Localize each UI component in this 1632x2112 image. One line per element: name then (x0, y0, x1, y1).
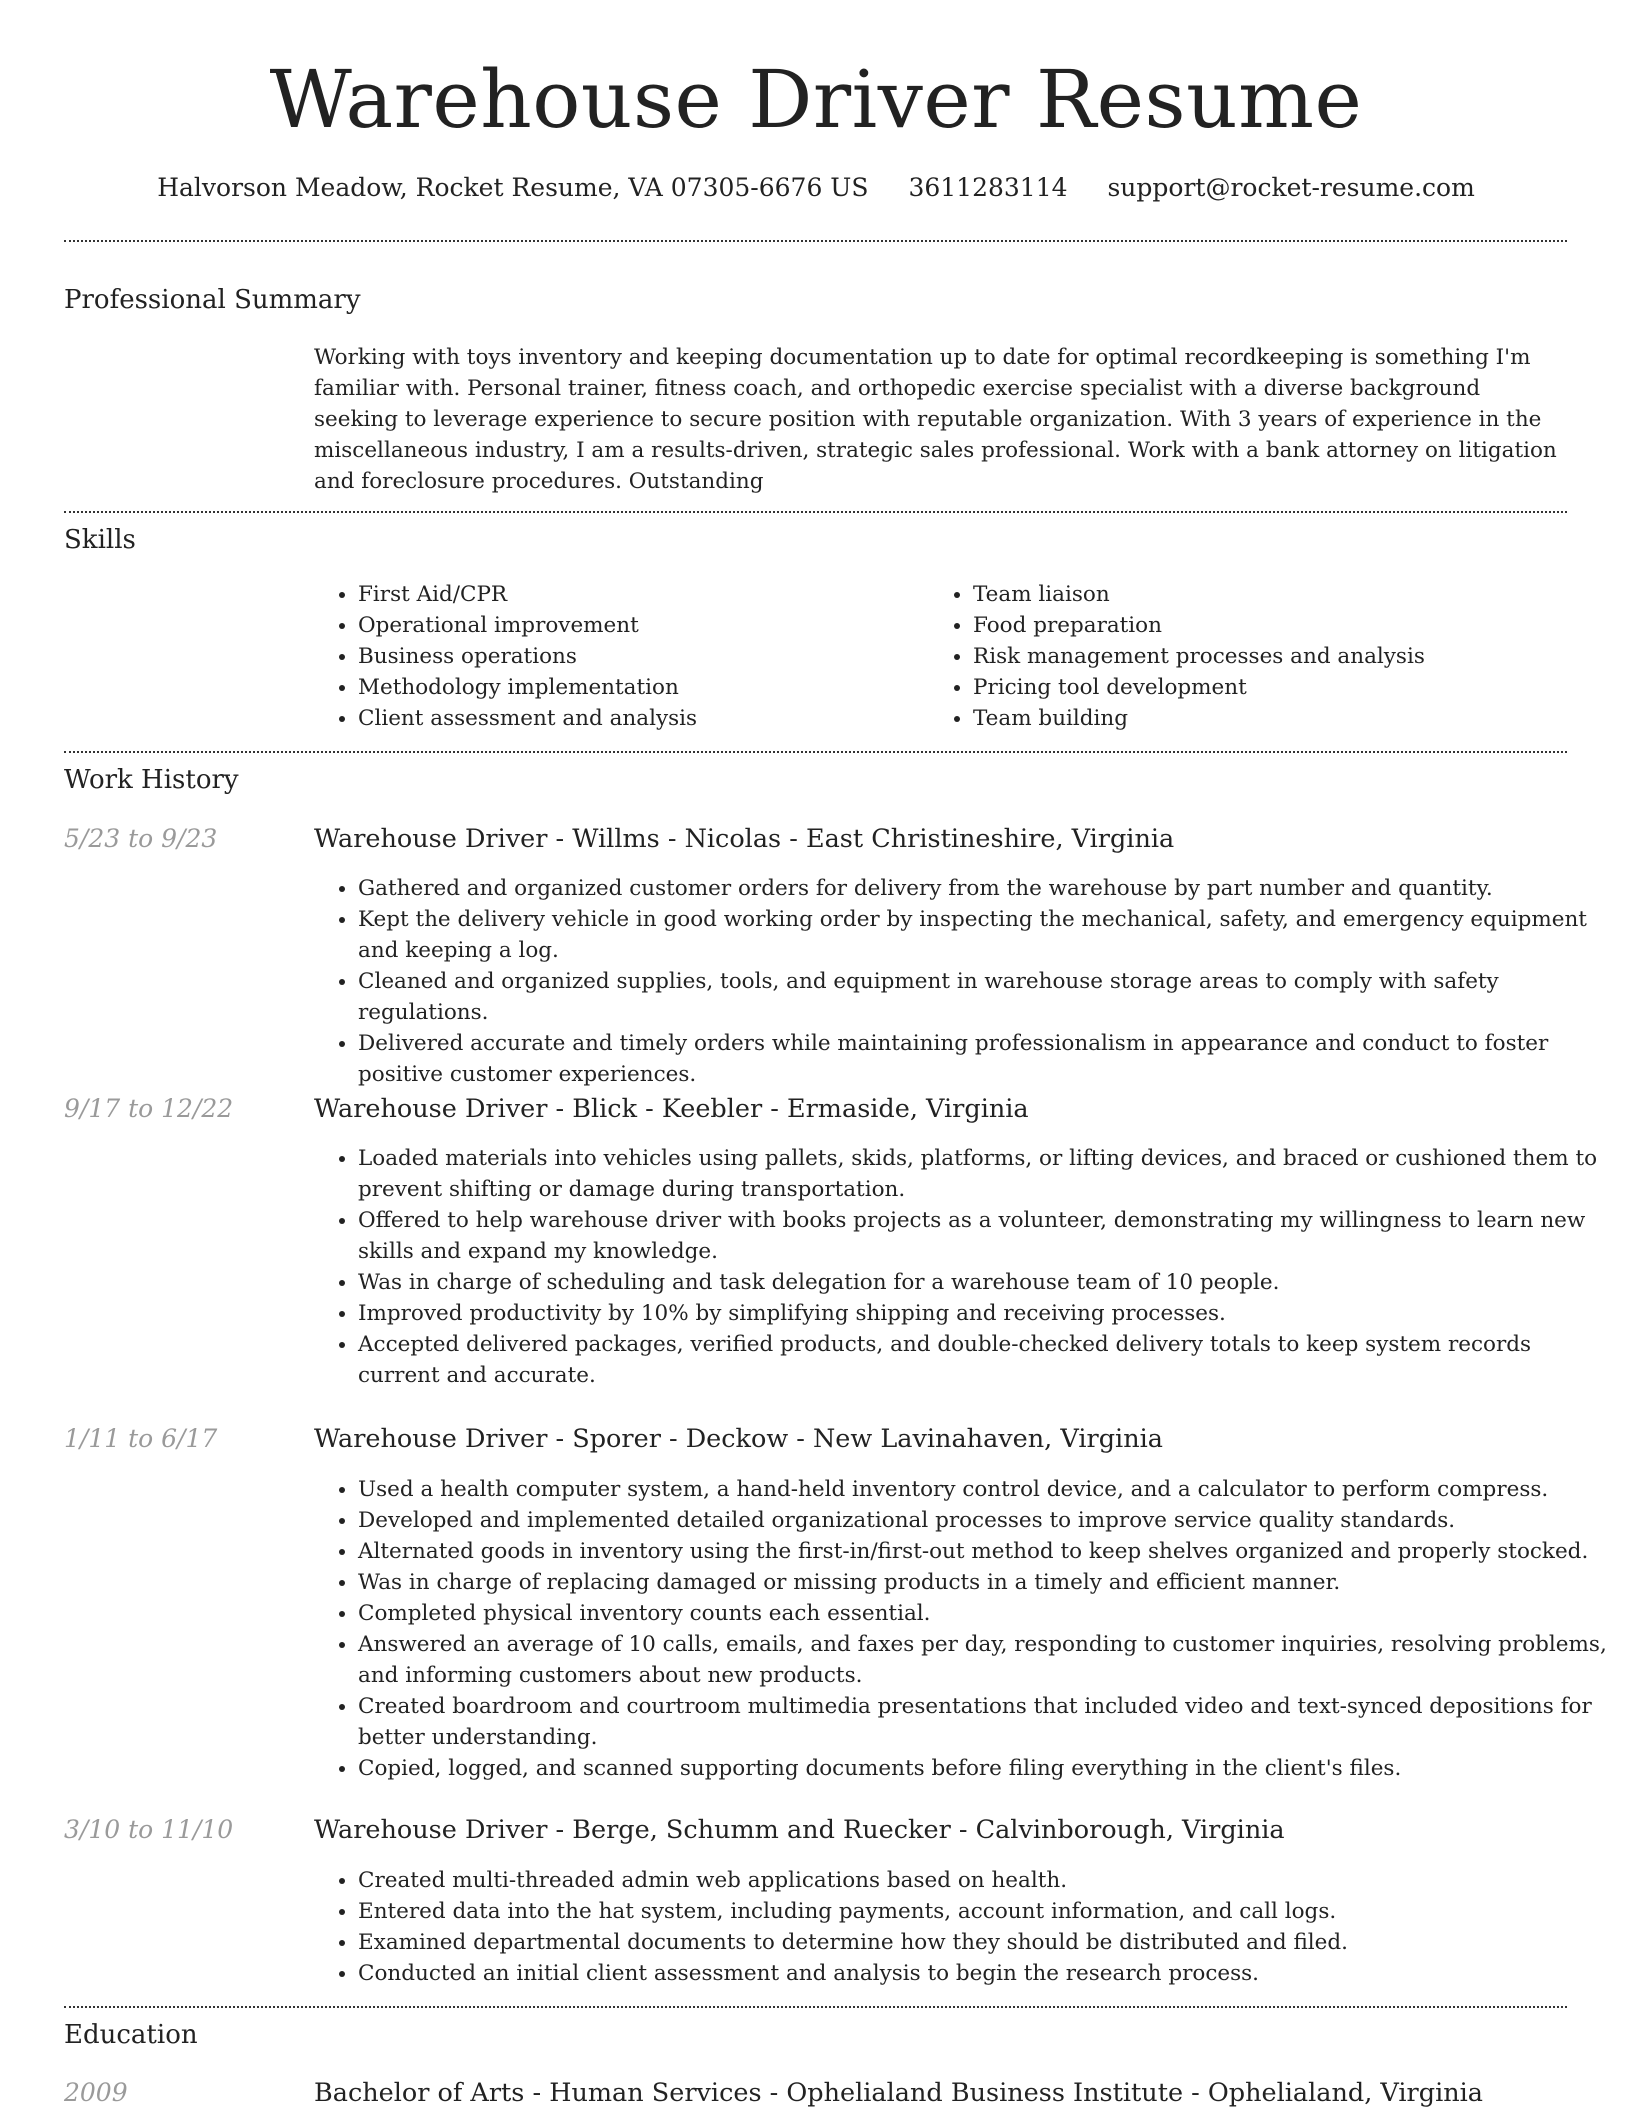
job-bullet: • Loaded materials into vehicles using pallets, skids, platforms, or lifting devices, and braced or cushioned them to prevent shifting or damage during transportation. (358, 1143, 1611, 1205)
job-bullet: • Entered data into the hat system, including payments, account information, and call logs. (358, 1896, 1611, 1927)
skill-item: • Team liaison (973, 579, 1533, 610)
job-title: Warehouse Driver - Willms - Nicolas - East Christineshire, Virginia (314, 824, 1175, 854)
job-bullets (314, 1865, 1611, 1989)
job-bullet: • Offered to help warehouse driver with books projects as a volunteer, demonstrating my willingness to learn new skills and expand my knowledge. (358, 1205, 1611, 1267)
education-heading: Education (64, 2020, 198, 2050)
job-bullet: • Cleaned and organized supplies, tools, and equipment in warehouse storage areas to comply with safety regulations. (358, 966, 1611, 1028)
job-bullet: • Was in charge of scheduling and task delegation for a warehouse team of 10 people. (358, 1267, 1611, 1298)
job-title: Warehouse Driver - Berge, Schumm and Ruecker - Calvinborough, Virginia (314, 1815, 1285, 1845)
job-bullet: • Used a health computer system, a hand-held inventory control device, and a calculator to perform compress. (358, 1474, 1611, 1505)
job-bullet: • Completed physical inventory counts each essential. (358, 1598, 1611, 1629)
job-bullets (314, 1474, 1611, 1784)
job-bullets (314, 1143, 1611, 1391)
contact-line (0, 170, 1632, 206)
job-bullet: • Delivered accurate and timely orders while maintaining professionalism in appearance and conduct to foster positive customer experiences. (358, 1028, 1611, 1090)
job-dates: 9/17 to 12/22 (64, 1094, 234, 1123)
skills-list-right (929, 579, 1533, 734)
summary-heading: Professional Summary (64, 285, 361, 315)
job-title: Warehouse Driver - Sporer - Deckow - New Lavinahaven, Virginia (314, 1424, 1163, 1454)
section-divider (64, 751, 1567, 753)
job-bullets (314, 873, 1611, 1090)
job-title: Warehouse Driver - Blick - Keebler - Ermaside, Virginia (314, 1094, 1029, 1124)
skill-item: • Client assessment and analysis (358, 703, 918, 734)
skill-item: • Pricing tool development (973, 672, 1533, 703)
contact-address: Halvorson Meadow, Rocket Resume, VA 07305-6676 US (157, 173, 869, 202)
job-bullet: • Was in charge of replacing damaged or missing products in a timely and efficient manner. (358, 1567, 1611, 1598)
job-dates: 3/10 to 11/10 (64, 1815, 234, 1844)
job-bullet: • Examined departmental documents to determine how they should be distributed and filed. (358, 1927, 1611, 1958)
job-bullet: • Conducted an initial client assessment and analysis to begin the research process. (358, 1958, 1611, 1989)
job-bullet: • Copied, logged, and scanned supporting documents before filing everything in the client's files. (358, 1753, 1611, 1784)
skill-item: • Food preparation (973, 610, 1533, 641)
skill-item: • Operational improvement (358, 610, 918, 641)
job-bullet: • Gathered and organized customer orders for delivery from the warehouse by part number and quantity. (358, 873, 1611, 904)
education-year: 2009 (64, 2078, 128, 2107)
skill-item: • Team building (973, 703, 1533, 734)
contact-phone: 3611283114 (908, 173, 1068, 202)
job-bullet: • Answered an average of 10 calls, emails, and faxes per day, responding to customer inquiries, resolving problems, and informing customers about new products. (358, 1629, 1611, 1691)
education-degree: Bachelor of Arts - Human Services - Ophelialand Business Institute - Ophelialand, Virginia (314, 2078, 1484, 2108)
contact-email: support@rocket-resume.com (1107, 173, 1475, 202)
job-bullet: • Developed and implemented detailed organizational processes to improve service quality standards. (358, 1505, 1611, 1536)
job-bullet: • Accepted delivered packages, verified products, and double-checked delivery totals to keep system records current and accurate. (358, 1329, 1611, 1391)
summary-text: Working with toys inventory and keeping documentation up to date for optimal recordkeeping is something I'm familiar with. Personal trainer, fitness coach, and orthopedic exercise specialist with a diverse background seeking to leverage experience to secure position with reputable organization. With 3 years of experience in the miscellaneous industry, I am a results-driven, strategic sales professional. Work with a bank attorney on litigation and foreclosure procedures. Outstanding (314, 345, 1557, 494)
job-bullet: • Improved productivity by 10% by simplifying shipping and receiving processes. (358, 1298, 1611, 1329)
skill-item: • Methodology implementation (358, 672, 918, 703)
resume-title: Warehouse Driver Resume (269, 53, 1363, 146)
skill-item: • Risk management processes and analysis (973, 641, 1533, 672)
job-bullet: • Kept the delivery vehicle in good working order by inspecting the mechanical, safety, and emergency equipment and keeping a log. (358, 904, 1611, 966)
skills-list-left (314, 579, 918, 734)
skill-item: • First Aid/CPR (358, 579, 918, 610)
job-bullet: • Created multi-threaded admin web applications based on health. (358, 1865, 1611, 1896)
section-divider (64, 511, 1567, 513)
section-divider (64, 2006, 1567, 2008)
header-divider (64, 240, 1567, 242)
work-heading: Work History (64, 765, 239, 795)
job-dates: 1/11 to 6/17 (64, 1424, 218, 1453)
job-bullet: • Created boardroom and courtroom multimedia presentations that included video and text-synced depositions for better understanding. (358, 1691, 1611, 1753)
skills-heading: Skills (64, 525, 136, 555)
skill-item: • Business operations (358, 641, 918, 672)
job-bullet: • Alternated goods in inventory using the first-in/first-out method to keep shelves organized and properly stocked. (358, 1536, 1611, 1567)
job-dates: 5/23 to 9/23 (64, 824, 218, 853)
